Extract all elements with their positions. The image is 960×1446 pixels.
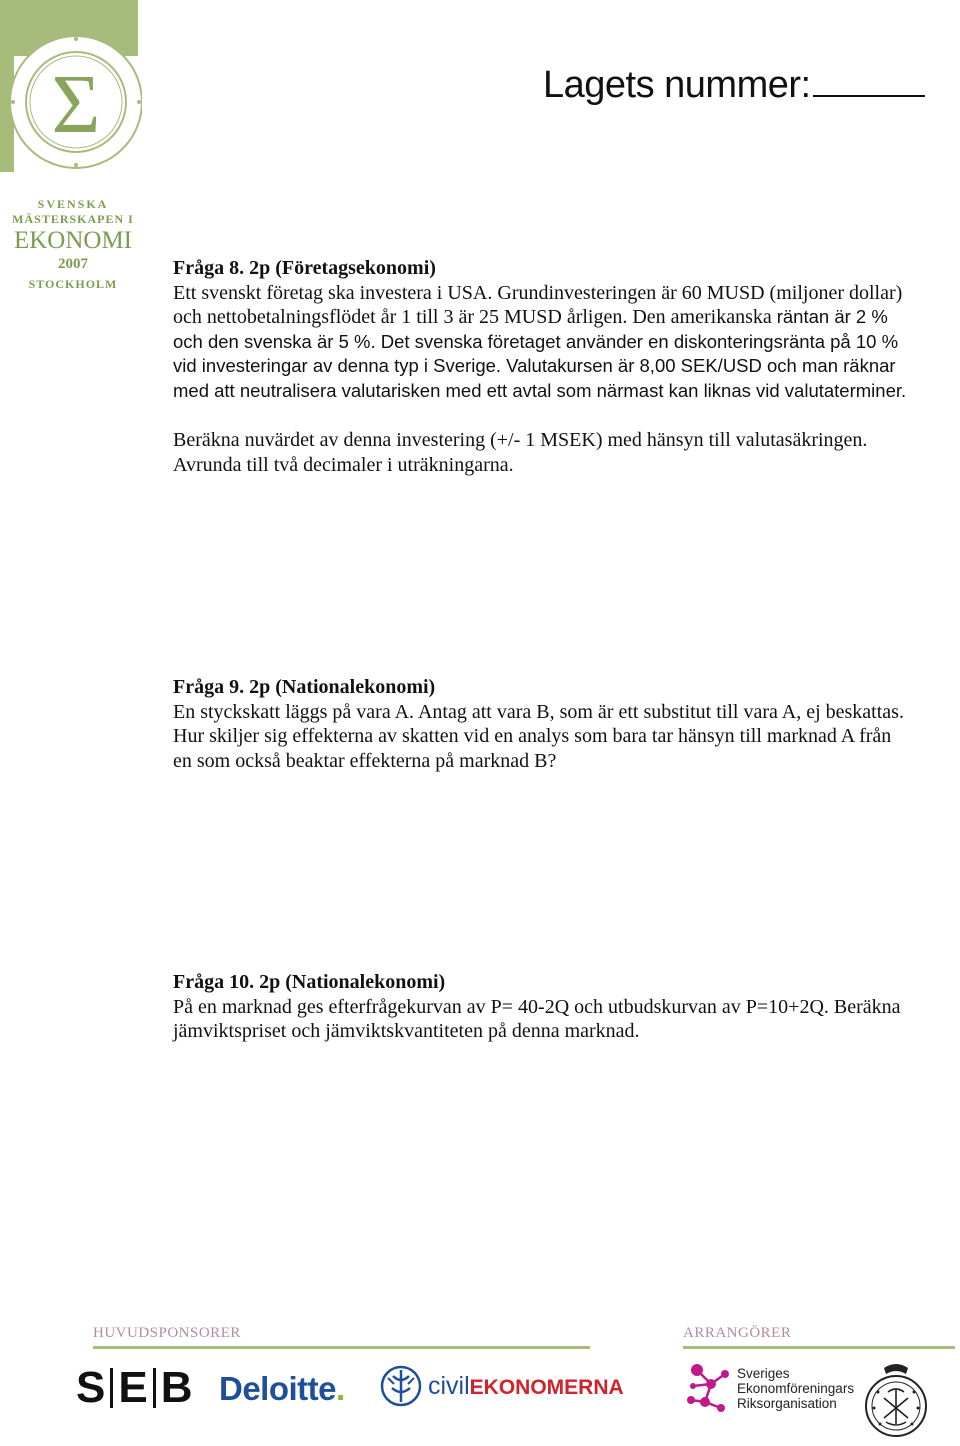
- logo-year: 2007: [58, 256, 88, 272]
- molecule-icon: [685, 1360, 735, 1416]
- question-9-body: En styckskatt läggs på vara A. Antag att vara B, som är ett substitut till vara A, ej beskattas. Hur skiljer sig effekterna av skatten vid en analys som bara tar hänsyn till marknad A från en som också beaktar effekterna på marknad B?: [173, 700, 904, 772]
- organizers-divider: [683, 1346, 955, 1349]
- sigma-symbol: Σ: [51, 58, 101, 151]
- civil-suffix: EKONOMERNA: [469, 1375, 624, 1399]
- logo-line-1: SVENSKA: [37, 197, 109, 211]
- question-8-body: [173, 281, 913, 404]
- logo-city: STOCKHOLM: [28, 277, 118, 291]
- sef-line-3: Riksorganisation: [737, 1395, 837, 1411]
- question-8-body-sans: räntan är 2 % och den svenska är 5 %. Det svenska företaget använder en diskonteringsränta på 10 % vid investeringar av denna typ i Sverige. Valutakursen är 8,00 SEK/USD och man räknar med att neutralisera valutarisken med ett avtal som närmast kan liknas vid valutaterminer.: [173, 306, 907, 401]
- question-10-heading: Fråga 10. 2p (Nationalekonomi): [173, 971, 446, 993]
- question-10: [173, 970, 913, 1044]
- team-number-label: Lagets nummer:: [543, 64, 811, 106]
- question-10-body: På en marknad ges efterfrågekurvan av P= 40-2Q och utbudskurvan av P=10+2Q. Beräkna jämviktspriset och jämviktskvantiteten på denna marknad.: [173, 995, 901, 1042]
- sigma-seal-icon: [4, 20, 142, 190]
- main-sponsors-label: HUVUDSPONSORER: [93, 1325, 241, 1341]
- sef-line-1: Sveriges: [737, 1365, 790, 1381]
- deloitte-dot: .: [336, 1370, 345, 1407]
- question-9-heading: Fråga 9. 2p (Nationalekonomi): [173, 676, 436, 698]
- question-9: [173, 675, 913, 773]
- question-8-body-serif: Ett svenskt företag ska investera i USA. Grundinvesteringen är 60 MUSD (miljoner dollar) och nettobetalningsflödet år 1 till 3 är 25 MUSD årligen. Den amerikanska: [173, 281, 903, 328]
- question-8-task: Beräkna nuvärdet av denna investering (+/- 1 MSEK) med hänsyn till valutasäkringen. Avrunda till två decimaler i uträkningarna.: [173, 429, 868, 476]
- seb-logo: [76, 1363, 193, 1412]
- sef-wordmark: [737, 1366, 854, 1411]
- seb-separator: [153, 1368, 156, 1408]
- sm-ekonomi-logo: [4, 20, 144, 292]
- logo-line-2: MÄSTERSKAPEN I: [12, 212, 134, 226]
- seb-separator: [110, 1368, 113, 1408]
- deloitte-wordmark: Deloitte: [219, 1370, 337, 1407]
- team-number-field: [543, 64, 925, 107]
- sef-logo: [685, 1360, 854, 1416]
- ekonomerna-emblem-icon: [862, 1362, 930, 1442]
- civilekonomerna-logo: [380, 1364, 624, 1408]
- team-number-blank[interactable]: [813, 65, 925, 97]
- seb-letter-e: E: [118, 1363, 148, 1412]
- logo-line-3: EKONOMI: [13, 227, 133, 254]
- question-8: [173, 256, 913, 477]
- seb-letter-s: S: [76, 1363, 106, 1412]
- main-sponsors-divider: [93, 1346, 590, 1349]
- question-8-heading: Fråga 8. 2p (Företagsekonomi): [173, 257, 436, 279]
- organizers-label: ARRANGÖRER: [683, 1325, 792, 1341]
- deloitte-logo: [219, 1370, 345, 1408]
- civilekonomerna-emblem-icon: [380, 1364, 422, 1408]
- civilekonomerna-wordmark: [428, 1372, 624, 1401]
- seb-letter-b: B: [160, 1363, 193, 1412]
- sef-line-2: Ekonomföreningars: [737, 1380, 855, 1396]
- civil-prefix: civil: [428, 1371, 470, 1400]
